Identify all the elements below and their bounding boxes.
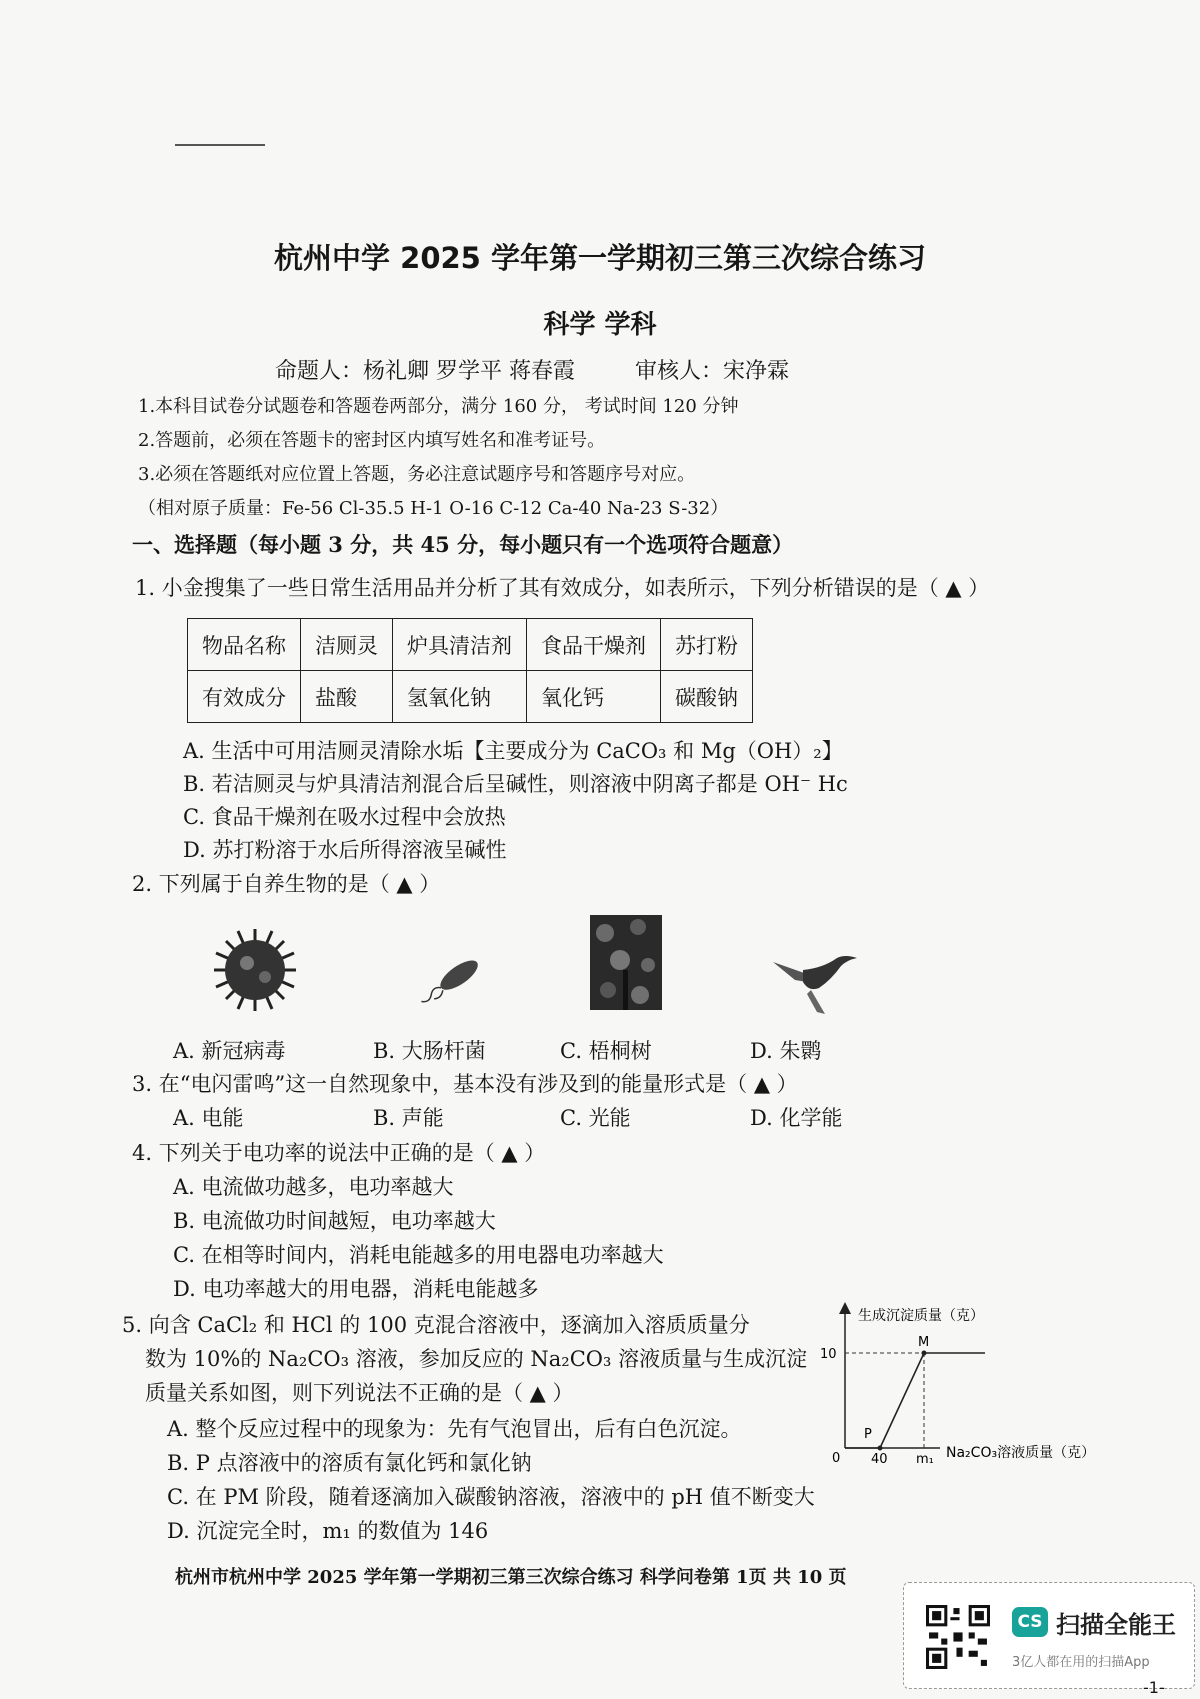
table-row [188, 671, 753, 723]
q4-option-c: C. 在相等时间内，消耗电能越多的用电器电功率越大 [173, 1243, 664, 1267]
note-3: 3.必须在答题纸对应位置上答题，务必注意试题序号和答题序号对应。 [138, 464, 696, 485]
point-label-m: M [918, 1335, 930, 1350]
q1-option-b: B. 若洁厕灵与炉具清洁剂混合后呈碱性，则溶液中阴离子都是 OH⁻ Hc [183, 772, 848, 796]
x-tick-label: m₁ [916, 1452, 934, 1467]
y-tick-label: 10 [820, 1347, 837, 1362]
x-axis-label: Na₂CO₃溶液质量（克） [946, 1445, 1096, 1461]
q2-option-c: C. 梧桐树 [560, 1039, 652, 1063]
authors-line [275, 354, 789, 385]
x-tick-label: 40 [871, 1452, 888, 1467]
q4-stem: 4. 下列关于电功率的说法中正确的是（ ▲ ） [132, 1141, 546, 1165]
section-heading: 一、选择题（每小题 3 分，共 45 分，每小题只有一个选项符合题意） [132, 532, 794, 557]
table-cell: 碳酸钠 [661, 671, 753, 723]
q3-option-d: D. 化学能 [750, 1106, 843, 1130]
q1-option-a: A. 生活中可用洁厕灵清除水垢【主要成分为 CaCO₃ 和 Mg（OH）₂】 [183, 739, 843, 763]
page-footer: 杭州市杭州中学 2025 学年第一学期初三第三次综合练习 科学问卷第 1页 共 10 页 [175, 1567, 847, 1588]
table-row [188, 619, 753, 671]
table-cell: 炉具清洁剂 [393, 619, 527, 671]
q4-option-b: B. 电流做功时间越短，电功率越大 [173, 1209, 496, 1233]
exam-title: 杭州中学 2025 学年第一学期初三第三次综合练习 [274, 241, 926, 275]
q4-option-a: A. 电流做功越多，电功率越大 [173, 1175, 454, 1199]
qr-code-icon [926, 1605, 990, 1669]
q5-stem-line-3: 质量关系如图，则下列说法不正确的是（ ▲ ） [145, 1381, 574, 1405]
q5-option-a: A. 整个反应过程中的现象为：先有气泡冒出，后有白色沉淀。 [167, 1417, 742, 1441]
table-cell: 有效成分 [188, 671, 301, 723]
q5-option-b: B. P 点溶液中的溶质有氯化钙和氯化钠 [167, 1451, 532, 1475]
point-m [922, 1351, 927, 1356]
virus-image [210, 925, 300, 1015]
reviewer: 审核人：宋净霖 [635, 359, 790, 384]
note-2: 2.答题前，必须在答题卡的密封区内填写姓名和准考证号。 [138, 430, 606, 451]
q1-option-c: C. 食品干燥剂在吸水过程中会放热 [183, 805, 506, 829]
table-cell: 氢氧化钠 [393, 671, 527, 723]
q3-option-c: C. 光能 [560, 1106, 631, 1130]
q1-table [187, 618, 753, 723]
q1-option-d: D. 苏打粉溶于水后所得溶液呈碱性 [183, 838, 507, 862]
scanner-tagline: 3亿人都在用的扫描App [1012, 1655, 1150, 1670]
q3-option-b: B. 声能 [373, 1106, 444, 1130]
q2-option-b: B. 大肠杆菌 [373, 1039, 486, 1063]
table-cell: 洁厕灵 [301, 619, 393, 671]
note-1: 1.本科目试卷分试题卷和答题卷两部分，满分 160 分， 考试时间 120 分钟 [138, 396, 739, 417]
q3-option-a: A. 电能 [173, 1106, 244, 1130]
q2-stem: 2. 下列属于自养生物的是（ ▲ ） [132, 872, 441, 896]
q1-stem: 1. 小金搜集了一些日常生活用品并分析了其有效成分，如表所示，下列分析错误的是（ ▲ ） [135, 576, 990, 600]
table-cell: 盐酸 [301, 671, 393, 723]
q5-option-c: C. 在 PM 阶段，随着逐滴加入碳酸钠溶液，溶液中的 pH 值不断变大 [167, 1485, 815, 1509]
q4-option-d: D. 电功率越大的用电器，消耗电能越多 [173, 1277, 539, 1301]
page-number: -1- [1143, 1678, 1165, 1697]
q5-stem-line-1: 5. 向含 CaCl₂ 和 HCl 的 100 克混合溶液中，逐滴加入溶质质量分 [122, 1313, 750, 1337]
table-cell: 苏打粉 [661, 619, 753, 671]
point-label-p: P [864, 1427, 872, 1442]
atomic-masses: （相对原子质量：Fe-56 Cl-35.5 H-1 O-16 C-12 Ca-40 Na-23 S-32） [138, 498, 729, 519]
q5-stem-line-2: 数为 10%的 Na₂CO₃ 溶液，参加反应的 Na₂CO₃ 溶液质量与生成沉淀 [145, 1347, 808, 1371]
q5-option-d: D. 沉淀完全时，m₁ 的数值为 146 [167, 1519, 489, 1543]
bacterium-image [410, 950, 490, 1010]
tree-image [590, 915, 662, 1010]
scanner-app-name: 扫描全能王 [1056, 1611, 1176, 1639]
crested-ibis-image [765, 940, 865, 1020]
q2-option-d: D. 朱鹮 [750, 1039, 822, 1063]
table-cell: 食品干燥剂 [527, 619, 661, 671]
authors: 命题人：杨礼卿 罗学平 蒋春霞 [275, 359, 575, 384]
scan-mark-line [175, 144, 265, 146]
table-cell: 物品名称 [188, 619, 301, 671]
subject-title: 科学 学科 [543, 310, 657, 340]
scanner-logo-icon: CS [1012, 1607, 1048, 1637]
q5-chart [820, 1300, 1120, 1475]
origin-label: 0 [832, 1451, 841, 1466]
y-axis-label: 生成沉淀质量（克） [858, 1308, 984, 1324]
q3-stem: 3. 在“电闪雷鸣”这一自然现象中，基本没有涉及到的能量形式是（ ▲ ） [132, 1072, 798, 1096]
q2-option-a: A. 新冠病毒 [173, 1039, 286, 1063]
point-p [878, 1446, 883, 1451]
table-cell: 氧化钙 [527, 671, 661, 723]
scanner-watermark [903, 1582, 1195, 1689]
